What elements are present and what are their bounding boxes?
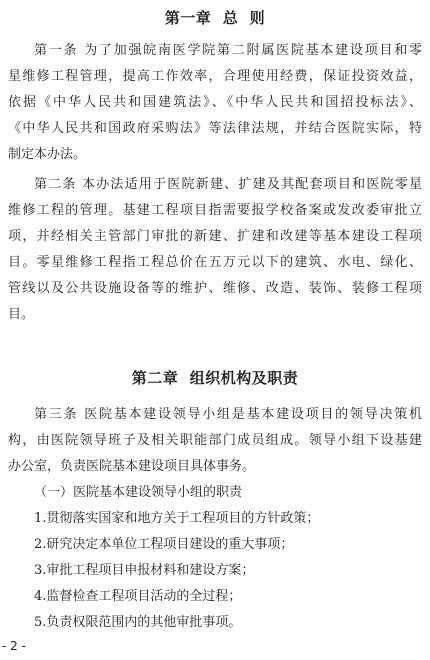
article-3-paragraph	[8, 402, 422, 480]
text-line: 项，并经相关主管部门审批的新建、扩建和改建等基本建设工程项	[8, 229, 422, 244]
text-line: 第一条 为了加强皖南医学院第二附属医院基本建设项目和零	[34, 43, 422, 58]
text-line: 制定本办法。	[8, 147, 87, 162]
chapter-1-title: 第一章 总 则	[164, 9, 266, 27]
text-line: 第二条 本办法适用于医院新建、扩建及其配套项目和医院零星	[34, 177, 422, 192]
text-line: 星维修工程管理，提高工作效率，合理使用经费，保证投资效益，	[8, 69, 422, 84]
text-line: 办公室，负责医院基本建设项目具体事务。	[8, 459, 256, 474]
text-line: 构，由医院领导班子及相关职能部门成员组成。领导小组下设基建	[8, 433, 422, 448]
text-line: 《中华人民共和国政府采购法》等法律法规，并结合医院实际，特	[8, 121, 422, 136]
text-line: 第三条 医院基本建设领导小组是基本建设项目的领导决策机	[34, 407, 422, 422]
section-heading: （一）医院基本建设领导小组的职责	[34, 485, 243, 500]
article-2-paragraph	[8, 172, 422, 328]
list-item: 5.负责权限范围内的其他审批事项。	[34, 615, 242, 630]
list-item: 2.研究决定本单位工程项目建设的重大事项；	[34, 537, 294, 552]
article-1-paragraph	[8, 38, 422, 168]
text-line: 维修工程的管理。基建工程项目指需要报学校备案或发改委审批立	[8, 203, 422, 218]
text-line: 管线以及公共设施设备等的维护、维修、改造、装饰、装修工程项	[8, 281, 422, 296]
text-line: 目。零星维修工程指工程总价在五万元以下的建筑、水电、绿化、	[8, 255, 422, 270]
text-line: 目。	[8, 307, 35, 322]
duties-section	[8, 480, 422, 636]
list-item: 1.贯彻落实国家和地方关于工程项目的方针政策；	[34, 511, 320, 526]
chapter-2-title: 第二章 组织机构及职责	[131, 369, 299, 387]
text-line: 依据《中华人民共和国建筑法》、《中华人民共和国招投标法》、	[8, 95, 422, 110]
page-number: - 2 -	[2, 639, 26, 653]
list-item: 4.监督检查工程项目活动的全过程；	[34, 589, 242, 604]
list-item: 3.审批工程项目申报材料和建设方案；	[34, 563, 255, 578]
